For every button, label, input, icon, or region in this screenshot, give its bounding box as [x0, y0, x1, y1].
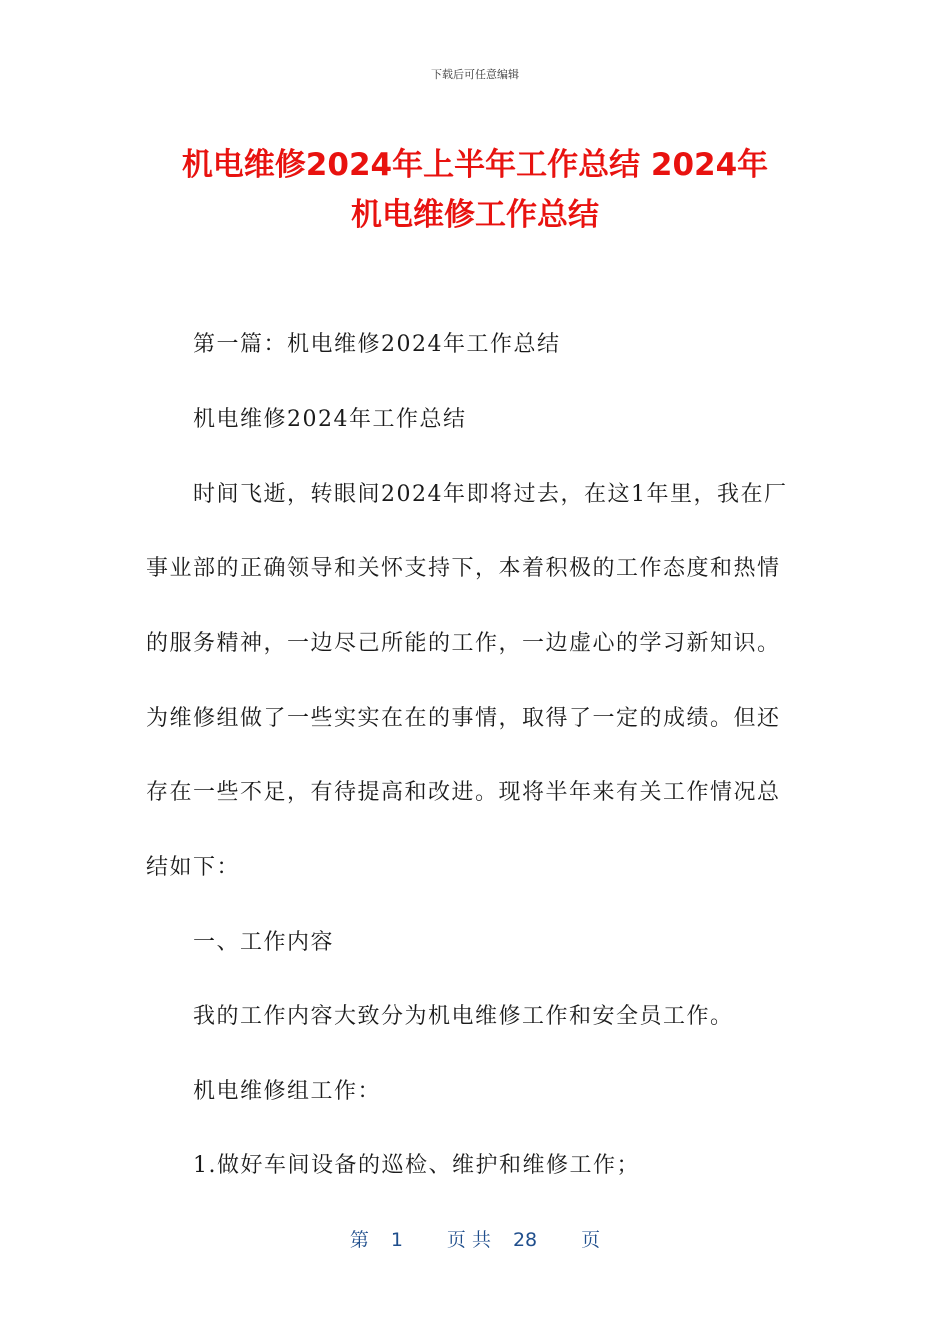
header-note: 下载后可任意编辑	[431, 68, 519, 81]
footer-prefix: 第	[349, 1229, 369, 1251]
paragraph-line: 存在一些不足，有待提高和改进。现将半年来有关工作情况总	[146, 780, 781, 805]
page-footer	[0, 1225, 950, 1252]
paragraph-line: 为维修组做了一些实实在在的事情，取得了一定的成绩。但还	[146, 706, 781, 731]
paragraph-line: 事业部的正确领导和关怀支持下，本着积极的工作态度和热情	[146, 556, 781, 581]
footer-page-number: 1	[390, 1229, 403, 1251]
section-heading: 第一篇：机电维修2024年工作总结	[193, 332, 561, 357]
list-item: 1.做好车间设备的巡检、维护和维修工作；	[193, 1153, 640, 1178]
paragraph-line: 结如下：	[146, 855, 241, 880]
title-line-2: 机电维修工作总结	[351, 197, 599, 233]
paragraph-line: 时间飞逝，转眼间2024年即将过去，在这1年里，我在厂	[193, 482, 788, 507]
footer-middle: 页 共	[446, 1229, 491, 1251]
title-line-1: 机电维修2024年上半年工作总结 2024年	[181, 147, 769, 183]
paragraph-line: 机电维修组工作：	[193, 1079, 382, 1104]
footer-total-pages: 28	[512, 1229, 538, 1251]
paragraph-line: 的服务精神，一边尽己所能的工作，一边虚心的学习新知识。	[146, 631, 781, 656]
document-title	[130, 140, 820, 240]
section-heading: 一、工作内容	[193, 930, 335, 955]
paragraph-line: 我的工作内容大致分为机电维修工作和安全员工作。	[193, 1004, 734, 1029]
subheading: 机电维修2024年工作总结	[193, 407, 467, 432]
footer-suffix: 页	[581, 1229, 601, 1251]
